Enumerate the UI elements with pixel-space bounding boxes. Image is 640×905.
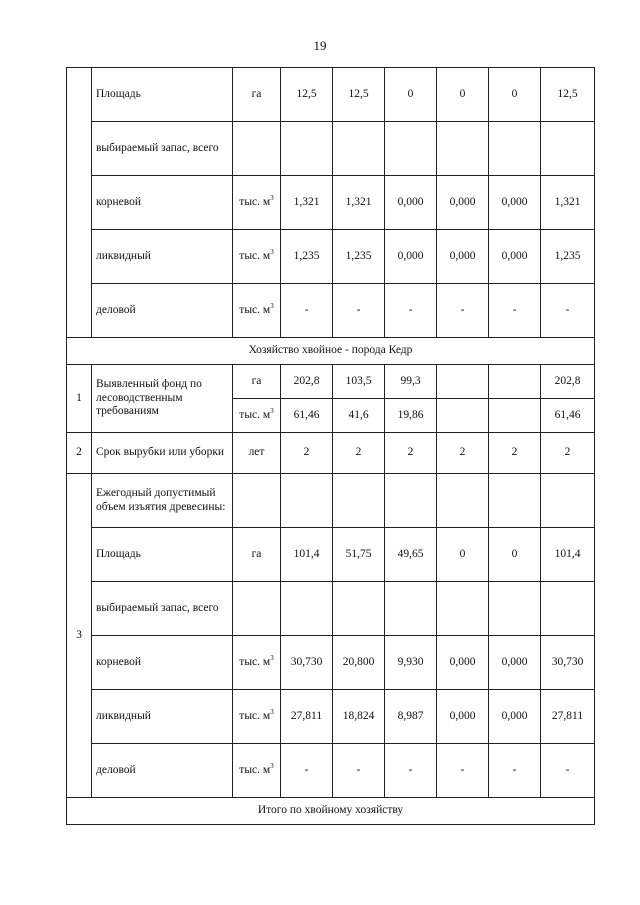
table-row — [67, 433, 595, 474]
value-cell: 1,321 — [333, 176, 385, 230]
value-cell — [385, 582, 437, 636]
value-cell: - — [333, 284, 385, 338]
value-cell: 101,4 — [541, 528, 595, 582]
value-cell: 2 — [541, 433, 595, 474]
unit-cell — [233, 474, 281, 528]
unit-cell — [233, 744, 281, 798]
label-cell: ликвидный — [92, 690, 233, 744]
index-cell — [67, 68, 92, 338]
value-cell — [541, 474, 595, 528]
label-cell: корневой — [92, 176, 233, 230]
label-cell: корневой — [92, 636, 233, 690]
unit-cell — [233, 433, 281, 474]
value-cell: 12,5 — [541, 68, 595, 122]
value-cell: - — [541, 284, 595, 338]
value-cell — [385, 474, 437, 528]
unit-exponent: 3 — [270, 761, 274, 770]
value-cell: 2 — [489, 433, 541, 474]
unit-text: га — [251, 547, 262, 560]
unit-cell — [233, 284, 281, 338]
value-cell: 0,000 — [437, 636, 489, 690]
unit-text: тыс. м — [239, 195, 271, 208]
value-cell: 20,800 — [333, 636, 385, 690]
value-cell — [333, 474, 385, 528]
value-cell: 99,3 — [385, 365, 437, 399]
table-row — [67, 122, 595, 176]
value-cell — [489, 582, 541, 636]
forest-resources-table — [66, 67, 595, 825]
value-cell: 1,235 — [541, 230, 595, 284]
value-cell — [437, 399, 489, 433]
value-cell: 2 — [281, 433, 333, 474]
value-cell — [281, 582, 333, 636]
section-row — [67, 798, 595, 825]
value-cell — [541, 582, 595, 636]
unit-text: тыс. м — [239, 763, 271, 776]
value-cell: - — [281, 744, 333, 798]
index-cell: 1 — [67, 365, 92, 433]
table-row — [67, 744, 595, 798]
value-cell: 2 — [385, 433, 437, 474]
value-cell: 0 — [489, 68, 541, 122]
unit-exponent: 3 — [270, 301, 274, 310]
table-row — [67, 582, 595, 636]
value-cell: 2 — [333, 433, 385, 474]
value-cell: - — [385, 284, 437, 338]
value-cell: 0 — [385, 68, 437, 122]
section-heading: Хозяйство хвойное - порода Кедр — [67, 338, 595, 365]
value-cell: - — [489, 744, 541, 798]
value-cell — [489, 365, 541, 399]
value-cell: 1,321 — [541, 176, 595, 230]
value-cell: - — [333, 744, 385, 798]
unit-cell — [233, 365, 281, 399]
table-row — [67, 636, 595, 690]
value-cell: 0,000 — [489, 230, 541, 284]
value-cell — [437, 474, 489, 528]
unit-cell — [233, 399, 281, 433]
unit-text: га — [251, 374, 262, 387]
unit-text: тыс. м — [239, 249, 271, 262]
value-cell: 0,000 — [437, 176, 489, 230]
label-cell: Площадь — [92, 68, 233, 122]
unit-cell — [233, 636, 281, 690]
unit-text: тыс. м — [239, 408, 271, 421]
value-cell — [281, 474, 333, 528]
value-cell: - — [437, 744, 489, 798]
value-cell — [437, 122, 489, 176]
value-cell: 61,46 — [281, 399, 333, 433]
value-cell: 61,46 — [541, 399, 595, 433]
unit-exponent: 3 — [270, 247, 274, 256]
value-cell: 9,930 — [385, 636, 437, 690]
table-row — [67, 365, 595, 399]
value-cell: 0 — [437, 528, 489, 582]
unit-exponent: 3 — [270, 707, 274, 716]
unit-cell — [233, 528, 281, 582]
value-cell: - — [281, 284, 333, 338]
value-cell: 18,824 — [333, 690, 385, 744]
value-cell — [489, 474, 541, 528]
page-number: 19 — [313, 38, 327, 53]
unit-cell — [233, 176, 281, 230]
value-cell — [437, 365, 489, 399]
value-cell: 0,000 — [489, 176, 541, 230]
value-cell: 202,8 — [281, 365, 333, 399]
table-row — [67, 176, 595, 230]
unit-text: тыс. м — [239, 303, 271, 316]
label-cell: Ежегодный допустимый объем изъятия древесины: — [92, 474, 233, 528]
label-cell: ликвидный — [92, 230, 233, 284]
value-cell — [385, 122, 437, 176]
value-cell: 51,75 — [333, 528, 385, 582]
unit-text: лет — [248, 446, 265, 459]
value-cell: - — [541, 744, 595, 798]
value-cell: 30,730 — [281, 636, 333, 690]
unit-cell — [233, 582, 281, 636]
value-cell — [437, 582, 489, 636]
unit-text: тыс. м — [239, 709, 271, 722]
index-cell: 3 — [67, 474, 92, 798]
value-cell: 30,730 — [541, 636, 595, 690]
index-cell: 2 — [67, 433, 92, 474]
label-cell: деловой — [92, 744, 233, 798]
value-cell: 0,000 — [437, 690, 489, 744]
value-cell: - — [437, 284, 489, 338]
section-row — [67, 338, 595, 365]
value-cell: 0,000 — [385, 176, 437, 230]
value-cell — [333, 122, 385, 176]
value-cell: 27,811 — [281, 690, 333, 744]
value-cell: 8,987 — [385, 690, 437, 744]
label-cell: выбираемый запас, всего — [92, 582, 233, 636]
value-cell: - — [489, 284, 541, 338]
value-cell: 2 — [437, 433, 489, 474]
value-cell: 27,811 — [541, 690, 595, 744]
value-cell — [333, 582, 385, 636]
unit-cell — [233, 68, 281, 122]
table-row — [67, 474, 595, 528]
table-row — [67, 690, 595, 744]
value-cell: 0 — [437, 68, 489, 122]
value-cell: 0,000 — [489, 690, 541, 744]
value-cell: 19,86 — [385, 399, 437, 433]
unit-exponent: 3 — [270, 193, 274, 202]
label-cell: деловой — [92, 284, 233, 338]
value-cell: 0,000 — [385, 230, 437, 284]
label-cell: выбираемый запас, всего — [92, 122, 233, 176]
value-cell: 12,5 — [281, 68, 333, 122]
section-heading: Итого по хвойному хозяйству — [67, 798, 595, 825]
value-cell: 1,321 — [281, 176, 333, 230]
value-cell: 202,8 — [541, 365, 595, 399]
value-cell: 1,235 — [333, 230, 385, 284]
value-cell: 49,65 — [385, 528, 437, 582]
value-cell: 12,5 — [333, 68, 385, 122]
unit-exponent: 3 — [270, 406, 274, 415]
value-cell: - — [385, 744, 437, 798]
unit-text: тыс. м — [239, 655, 271, 668]
table-row — [67, 68, 595, 122]
table-row — [67, 284, 595, 338]
value-cell: 0,000 — [437, 230, 489, 284]
table-row — [67, 230, 595, 284]
value-cell: 103,5 — [333, 365, 385, 399]
value-cell — [541, 122, 595, 176]
unit-cell — [233, 230, 281, 284]
value-cell: 0 — [489, 528, 541, 582]
label-cell: Срок вырубки или уборки — [92, 433, 233, 474]
label-cell: Выявленный фонд по лесоводственным требованиям — [92, 365, 233, 433]
value-cell — [489, 122, 541, 176]
unit-text: га — [251, 87, 262, 100]
value-cell: 1,235 — [281, 230, 333, 284]
value-cell — [489, 399, 541, 433]
value-cell — [281, 122, 333, 176]
unit-cell — [233, 122, 281, 176]
value-cell: 101,4 — [281, 528, 333, 582]
value-cell: 41,6 — [333, 399, 385, 433]
unit-cell — [233, 690, 281, 744]
table-row — [67, 528, 595, 582]
unit-exponent: 3 — [270, 653, 274, 662]
value-cell: 0,000 — [489, 636, 541, 690]
label-cell: Площадь — [92, 528, 233, 582]
